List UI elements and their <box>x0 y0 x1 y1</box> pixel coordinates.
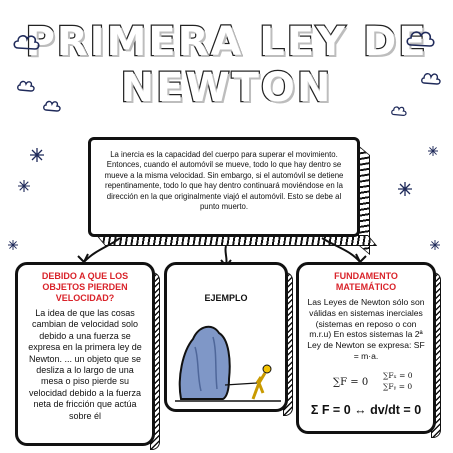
mid-card-heading: EJEMPLO <box>204 293 248 303</box>
cloud-icon <box>405 26 437 52</box>
mid-card <box>164 262 288 412</box>
left-card-text: La idea de que las cosas cambian de velocidad solo debido a una fuerza se expresa en la primera ley de Newton. ... un objeto que se desliza a lo largo de una mesa o piso pierde su velocidad debido a la fuerza neta de fricción que actúa sobre él <box>28 308 142 421</box>
cloud-icon <box>390 104 408 118</box>
star-icon <box>430 240 440 250</box>
formula-sum-f: ∑F = 0 <box>333 377 369 388</box>
cloud-icon <box>16 78 36 94</box>
cloud-icon <box>42 98 62 114</box>
left-card-heading: DEBIDO A QUE LOS OBJETOS PIERDEN VELOCIDAD? <box>41 271 129 303</box>
star-icon <box>30 148 44 162</box>
right-card-text: Las Leyes de Newton sólo son válidas en sistemas inerciales (sistemas en reposo o con m.r.u) En estos sistemas la 2ª Ley de Newton se expresa: SF = m·a. <box>307 297 425 361</box>
cloud-icon <box>12 30 42 54</box>
left-card <box>15 262 155 446</box>
star-icon <box>428 146 438 156</box>
cloud-icon <box>420 70 442 88</box>
rock-illustration <box>173 317 283 407</box>
pulling-person-illustration <box>263 365 271 373</box>
formula-equivalence: Σ F = 0 ↔ dv/dt = 0 <box>310 403 422 417</box>
star-icon <box>398 182 412 196</box>
star-icon <box>8 240 18 250</box>
main-card <box>88 137 360 237</box>
formula-fy: ∑Fᵧ = 0 <box>383 382 413 391</box>
main-card-text: La inercia es la capacidad del cuerpo para superar el movimiento. Entonces, cuando el automóvil se mueve, todo lo que hay dentro se mueve a la misma velocidad. Sin embargo, si el automóvil se detiene repentinamente, todo lo que hay dentro continuará moviéndose en la dirección en la que originalmente viajó el automóvil. Esto se debe al punto muerto. <box>104 150 344 212</box>
right-card <box>296 262 436 434</box>
star-icon <box>18 180 30 192</box>
formula-fx: ∑Fₓ = 0 <box>383 371 413 380</box>
title-line-1: PRIMERA LEY DE <box>25 19 428 65</box>
title-line-2: NEWTON <box>120 65 333 111</box>
right-card-heading: FUNDAMENTO MATEMÁTICO <box>334 271 398 292</box>
